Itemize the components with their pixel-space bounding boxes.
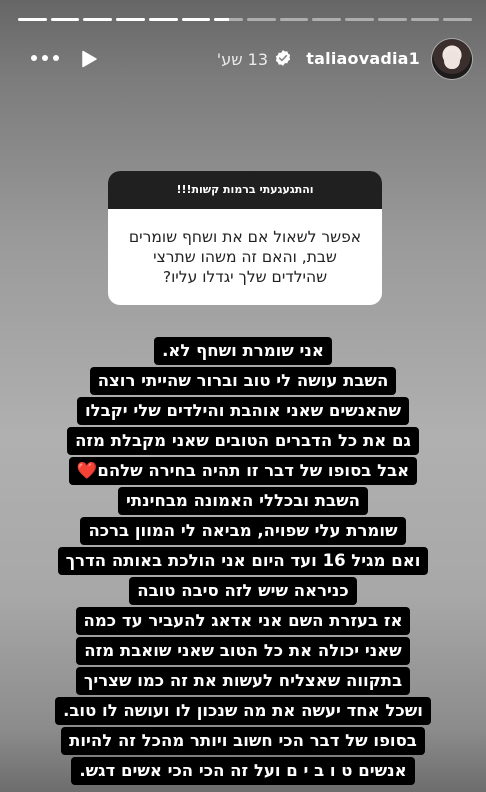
progress-segment	[116, 18, 145, 21]
answer-line: השבת עושה לי טוב וברור שהייתי רוצה	[90, 367, 397, 395]
answer-line: אז בעזרת השם אני אדאג להעביר עד כמה	[76, 607, 411, 635]
answer-line: בתקווה שאצליח לעשות את זה כמו שצריך	[76, 667, 410, 695]
question-sticker	[108, 171, 382, 305]
answer-line: בסופו של דבר הכי חשוב ויותר מהכל זה להיות	[61, 727, 425, 755]
question-line: שהילדים שלך יגדלו עליו?	[162, 268, 328, 286]
answer-text-block	[0, 337, 486, 787]
progress-segment	[247, 18, 276, 21]
play-icon[interactable]	[80, 50, 98, 68]
progress-segment	[345, 18, 374, 21]
answer-line: שומרת עלי שפויה, מביאה לי המוון ברכה	[80, 517, 405, 545]
progress-segment-fill	[214, 18, 228, 21]
question-text	[108, 209, 382, 287]
progress-segment	[443, 18, 472, 21]
progress-segment	[312, 18, 341, 21]
progress-segment	[83, 18, 112, 21]
progress-segment	[214, 18, 243, 21]
question-sticker-header: והתגעגעתי ברמות קשות!!!	[108, 171, 382, 209]
post-time: 13 שע'	[216, 50, 268, 69]
progress-segment	[411, 18, 440, 21]
progress-segment-fill	[18, 18, 47, 21]
progress-segment-fill	[182, 18, 211, 21]
story-header	[0, 38, 486, 82]
progress-segment-fill	[51, 18, 80, 21]
username[interactable]: taliaovadia1	[306, 49, 420, 68]
progress-segment	[378, 18, 407, 21]
progress-segment-fill	[83, 18, 112, 21]
story-progress-bar	[18, 18, 472, 21]
answer-line: אני שומרת ושחף לא.	[154, 337, 332, 365]
answer-line: אנשים ט ו ב י ם ועל זה הכי הכי אשים דגש.	[71, 757, 414, 785]
answer-line: שהאנשים שאני אוהבת והילדים שלי יקבלו	[77, 397, 409, 425]
answer-line: גם את כל הדברים הטובים שאני מקבלת מזה	[67, 427, 419, 455]
progress-segment	[18, 18, 47, 21]
progress-segment	[51, 18, 80, 21]
answer-line: שאני יכולה את כל הטוב שאני שואבת מזה	[76, 637, 409, 665]
progress-segment-fill	[116, 18, 145, 21]
answer-line: השבת ובכללי האמונה מבחינתי	[118, 487, 368, 515]
more-options-icon[interactable]	[30, 51, 60, 65]
answer-line: ושכל אחד יעשה את מה שנכון לו ועושה לו טוב.	[55, 697, 431, 725]
answer-line: כניראה שיש לזה סיבה טובה	[129, 577, 357, 605]
progress-segment	[280, 18, 309, 21]
answer-line: אבל בסופו של דבר זו תהיה בחירה שלהם❤️	[69, 457, 417, 485]
question-line: שבת, והאם זה משהו שתרצי	[153, 248, 337, 266]
verified-badge-icon	[274, 49, 292, 67]
progress-segment-fill	[149, 18, 178, 21]
answer-line: ואם מגיל 16 ועד היום אני הולכת באותה הדרך	[58, 547, 429, 575]
profile-avatar[interactable]	[432, 39, 472, 79]
progress-segment	[149, 18, 178, 21]
question-line: אפשר לשאול אם את ושחף שומרים	[128, 228, 362, 246]
progress-segment	[182, 18, 211, 21]
